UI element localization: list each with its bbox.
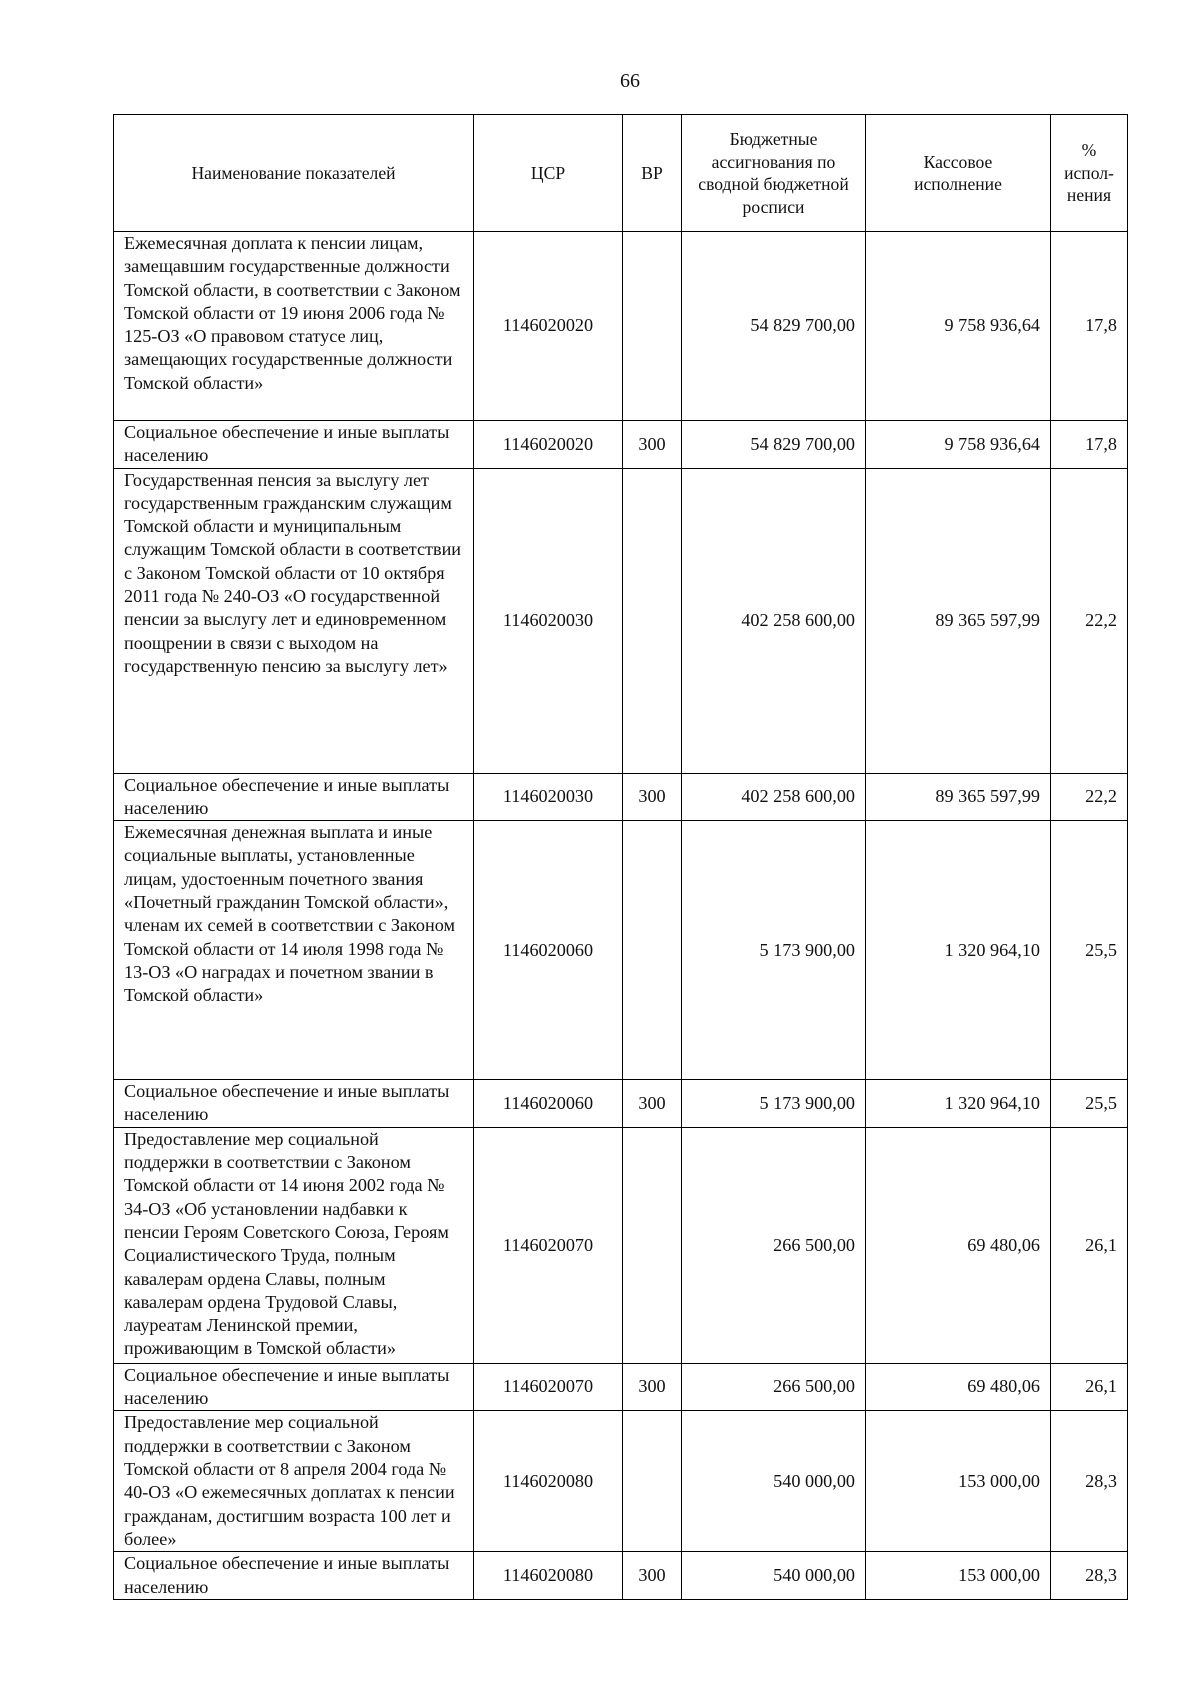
row-vr [623, 232, 682, 421]
row-cash: 153 000,00 [866, 1552, 1051, 1600]
row-percent: 25,5 [1051, 821, 1128, 1080]
row-vr: 300 [623, 1552, 682, 1600]
row-name: Социальное обеспечение и иные выплаты населению [114, 1552, 474, 1600]
row-name: Социальное обеспечение и иные выплаты населению [114, 421, 474, 469]
row-csr: 1146020060 [474, 821, 623, 1080]
page-number: 66 [620, 70, 640, 92]
row-vr: 300 [623, 1363, 682, 1411]
row-cash: 9 758 936,64 [866, 232, 1051, 421]
table-row [114, 1127, 1128, 1363]
row-percent: 17,8 [1051, 232, 1128, 421]
header-csr: ЦСР [474, 115, 623, 232]
row-csr: 1146020060 [474, 1080, 623, 1128]
row-percent: 22,2 [1051, 773, 1128, 821]
row-vr [623, 1127, 682, 1363]
row-budget: 540 000,00 [682, 1411, 866, 1552]
row-cash: 69 480,06 [866, 1363, 1051, 1411]
row-csr: 1146020030 [474, 468, 623, 773]
row-vr [623, 821, 682, 1080]
row-cash: 1 320 964,10 [866, 1080, 1051, 1128]
row-percent: 22,2 [1051, 468, 1128, 773]
row-name: Социальное обеспечение и иные выплаты населению [114, 1080, 474, 1128]
budget-table [113, 114, 1128, 1600]
row-cash: 9 758 936,64 [866, 421, 1051, 469]
row-name: Ежемесячная денежная выплата и иные социальные выплаты, установленные лицам, удостоенным почетного звания «Почетный гражданин Томской области», членам их семей в соответствии с Законом Томской области от 14 июля 1998 года № 13-ОЗ «О наградах и почетном звании в Томской области» [114, 821, 474, 1080]
table-row [114, 421, 1128, 469]
row-percent: 28,3 [1051, 1411, 1128, 1552]
row-vr [623, 468, 682, 773]
row-csr: 1146020080 [474, 1552, 623, 1600]
table-row [114, 773, 1128, 821]
row-budget: 266 500,00 [682, 1363, 866, 1411]
row-vr [623, 1411, 682, 1552]
row-cash: 153 000,00 [866, 1411, 1051, 1552]
header-percent: % испол-нения [1051, 115, 1128, 232]
row-vr: 300 [623, 421, 682, 469]
row-budget: 5 173 900,00 [682, 821, 866, 1080]
row-csr: 1146020020 [474, 232, 623, 421]
row-csr: 1146020080 [474, 1411, 623, 1552]
row-csr: 1146020020 [474, 421, 623, 469]
table-row [114, 821, 1128, 1080]
row-percent: 17,8 [1051, 421, 1128, 469]
row-name: Предоставление мер социальной поддержки в соответствии с Законом Томской области от 8 апреля 2004 года № 40-ОЗ «О ежемесячных доплатах к пенсии гражданам, достигшим возраста 100 лет и более» [114, 1411, 474, 1552]
header-vr: ВР [623, 115, 682, 232]
header-budget: Бюджетные ассигнования по сводной бюджетной росписи [682, 115, 866, 232]
row-name: Социальное обеспечение и иные выплаты населению [114, 1363, 474, 1411]
row-budget: 540 000,00 [682, 1552, 866, 1600]
row-percent: 26,1 [1051, 1363, 1128, 1411]
table-header-row [114, 115, 1128, 232]
row-budget: 54 829 700,00 [682, 421, 866, 469]
row-csr: 1146020030 [474, 773, 623, 821]
table-row [114, 1363, 1128, 1411]
row-csr: 1146020070 [474, 1127, 623, 1363]
row-name: Ежемесячная доплата к пенсии лицам, замещавшим государственные должности Томской области, в соответствии с Законом Томской области от 19 июня 2006 года № 125-ОЗ «О правовом статусе лиц, замещающих государственные должности Томской области» [114, 232, 474, 421]
row-budget: 5 173 900,00 [682, 1080, 866, 1128]
row-budget: 266 500,00 [682, 1127, 866, 1363]
header-name: Наименование показателей [114, 115, 474, 232]
row-name: Социальное обеспечение и иные выплаты населению [114, 773, 474, 821]
table-row [114, 1411, 1128, 1552]
table-row [114, 1552, 1128, 1600]
row-cash: 89 365 597,99 [866, 773, 1051, 821]
table-row [114, 468, 1128, 773]
row-percent: 26,1 [1051, 1127, 1128, 1363]
row-percent: 25,5 [1051, 1080, 1128, 1128]
row-name: Предоставление мер социальной поддержки в соответствии с Законом Томской области от 14 июня 2002 года № 34-ОЗ «Об установлении надбавки к пенсии Героям Советского Союза, Героям Социалистического Труда, полным кавалерам ордена Славы, полным кавалерам ордена Трудовой Славы, лауреатам Ленинской премии, проживающим в Томской области» [114, 1127, 474, 1363]
table-row [114, 1080, 1128, 1128]
table-row [114, 232, 1128, 421]
row-vr: 300 [623, 773, 682, 821]
row-cash: 89 365 597,99 [866, 468, 1051, 773]
row-cash: 1 320 964,10 [866, 821, 1051, 1080]
header-cash: Кассовое исполнение [866, 115, 1051, 232]
row-budget: 402 258 600,00 [682, 773, 866, 821]
row-vr: 300 [623, 1080, 682, 1128]
row-budget: 54 829 700,00 [682, 232, 866, 421]
row-cash: 69 480,06 [866, 1127, 1051, 1363]
row-csr: 1146020070 [474, 1363, 623, 1411]
row-name: Государственная пенсия за выслугу лет государственным гражданским служащим Томской области и муниципальным служащим Томской области в соответствии с Законом Томской области от 10 октября 2011 года № 240-ОЗ «О государственной пенсии за выслугу лет и единовременном поощрении в связи с выходом на государственную пенсию за выслугу лет» [114, 468, 474, 773]
row-percent: 28,3 [1051, 1552, 1128, 1600]
row-budget: 402 258 600,00 [682, 468, 866, 773]
